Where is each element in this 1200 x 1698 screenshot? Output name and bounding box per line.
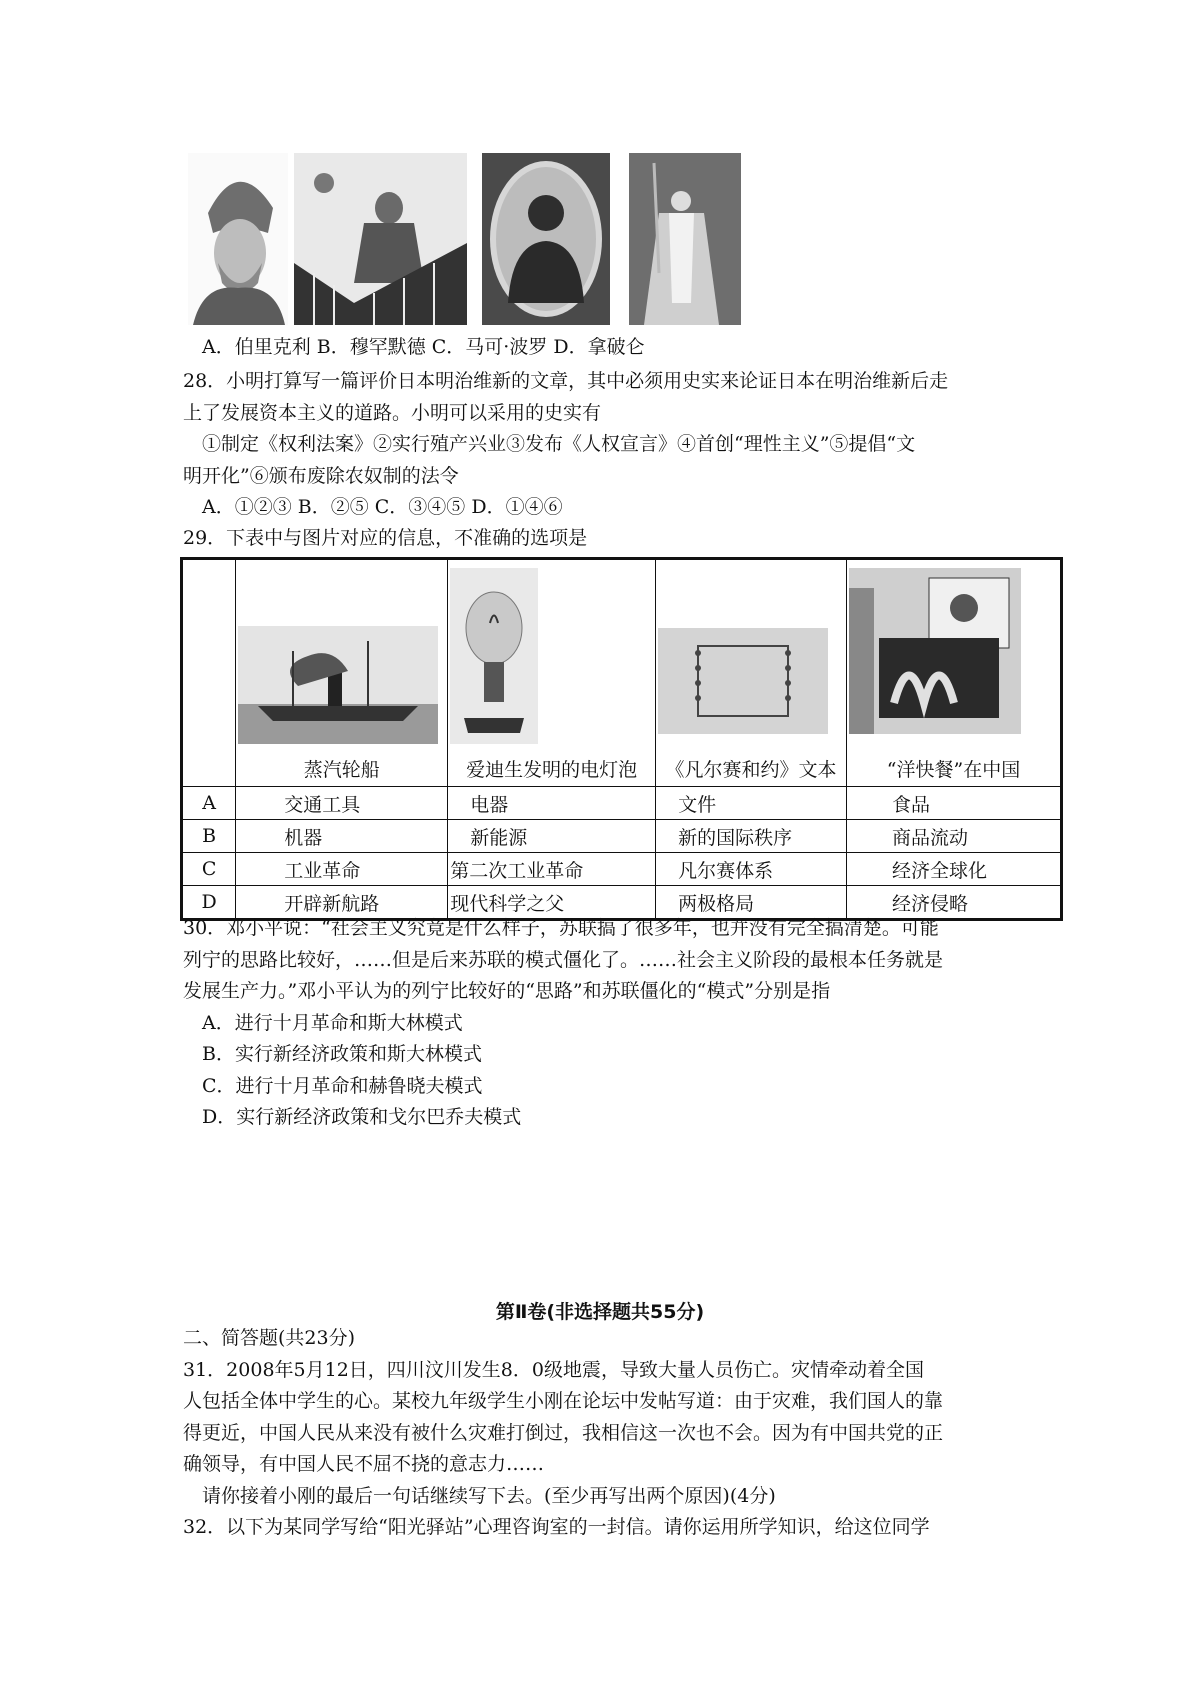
q30-stem-line2: 列宁的思路比较好，……但是后来苏联的模式僵化了。……社会主义阶段的最根本任务就是 — [183, 949, 944, 971]
q30-stem-line3: 发展生产力。”邓小平认为的列宁比较好的“思路”和苏联僵化的“模式”分别是指 — [183, 980, 831, 1002]
marco-polo-image — [482, 153, 610, 325]
q30-option-d: D．实行新经济政策和戈尔巴乔夫模式 — [202, 1106, 522, 1128]
table-cell: 交通工具 — [236, 787, 448, 820]
header-steamship-label: 蒸汽轮船 — [303, 759, 380, 781]
header-lightbulb-label: 爱迪生发明的电灯泡 — [466, 759, 638, 781]
q31-line5: 请你接着小刚的最后一句话继续写下去。(至少再写出两个原因)(4分) — [202, 1485, 776, 1507]
q30-option-c: C．进行十月革命和赫鲁晓夫模式 — [202, 1075, 483, 1097]
versailles-treaty-image — [658, 628, 828, 734]
header-lightbulb — [448, 559, 656, 787]
lightbulb-image — [450, 568, 538, 744]
part2-title: 第Ⅱ卷(非选择题共55分) — [495, 1301, 705, 1323]
table-row — [182, 853, 1062, 886]
q27-options: A．伯里克利 B．穆罕默德 C．马可·波罗 D．拿破仑 — [202, 336, 645, 358]
table-row — [182, 787, 1062, 820]
table-cell: 开辟新航路 — [236, 886, 448, 920]
row-label: C — [182, 853, 236, 886]
table-row — [182, 886, 1062, 920]
table-cell: 经济侵略 — [846, 886, 1061, 920]
header-fastfood-label: “洋快餐”在中国 — [886, 759, 1021, 781]
row-label: A — [182, 787, 236, 820]
table-cell: 新的国际秩序 — [656, 820, 847, 853]
napoleon-image — [629, 153, 741, 325]
q28-stem-line1: 28．小明打算写一篇评价日本明治维新的文章，其中必须用史实来论证日本在明治维新后走 — [183, 370, 949, 392]
q29-stem: 29．下表中与图片对应的信息，不准确的选项是 — [183, 527, 588, 549]
table-cell: 第二次工业革命 — [448, 853, 656, 886]
table-cell: 新能源 — [448, 820, 656, 853]
header-steamship — [236, 559, 448, 787]
q31-line1: 31．2008年5月12日，四川汶川发生8．0级地震，导致大量人员伤亡。灾情牵动着全国 — [183, 1359, 924, 1381]
q30-option-a: A．进行十月革命和斯大林模式 — [202, 1012, 463, 1034]
table-cell: 工业革命 — [236, 853, 448, 886]
table-cell: 食品 — [846, 787, 1061, 820]
q31-line4: 确领导，有中国人民不屈不挠的意志力…… — [183, 1453, 545, 1475]
table-header-row — [182, 559, 1062, 787]
header-versailles — [656, 559, 847, 787]
section-heading: 二、简答题(共23分) — [183, 1327, 356, 1349]
fastfood-image — [849, 568, 1021, 734]
q30-stem-line1: 30．邓小平说：“社会主义究竟是什么样子，苏联搞了很多年，也并没有完全搞清楚。可能 — [183, 917, 939, 939]
q32-line1: 32．以下为某同学写给“阳光驿站”心理咨询室的一封信。请你运用所学知识，给这位同学 — [183, 1516, 930, 1538]
table-cell: 现代科学之父 — [448, 886, 656, 920]
table-cell: 经济全球化 — [846, 853, 1061, 886]
q28-options: A．①②③ B．②⑤ C．③④⑤ D．①④⑥ — [202, 496, 563, 518]
q28-stem-line2: 上了发展资本主义的道路。小明可以采用的史实有 — [183, 402, 602, 424]
q31-line2: 人包括全体中学生的心。某校九年级学生小刚在论坛中发帖写道：由于灾难，我们国人的靠 — [183, 1390, 944, 1412]
table-corner-cell — [182, 559, 236, 787]
q29-table — [180, 557, 1063, 921]
q28-stem-line3: ①制定《权利法案》②实行殖产兴业③发布《人权宣言》④首创“理性主义”⑤提倡“文 — [202, 433, 916, 455]
table-cell: 商品流动 — [846, 820, 1061, 853]
row-label: D — [182, 886, 236, 920]
table-cell: 两极格局 — [656, 886, 847, 920]
q30-option-b: B．实行新经济政策和斯大林模式 — [202, 1043, 482, 1065]
q31-line3: 得更近，中国人民从来没有被什么灾难打倒过，我相信这一次也不会。因为有中国共党的正 — [183, 1422, 944, 1444]
pericles-image — [188, 153, 288, 325]
row-label: B — [182, 820, 236, 853]
q28-stem-line4: 明开化”⑥颁布废除农奴制的法令 — [183, 465, 459, 487]
table-cell: 电器 — [448, 787, 656, 820]
header-fastfood — [846, 559, 1061, 787]
table-cell: 文件 — [656, 787, 847, 820]
table-row — [182, 820, 1062, 853]
table-cell: 机器 — [236, 820, 448, 853]
header-versailles-label: 《凡尔赛和约》文本 — [665, 759, 837, 781]
table-cell: 凡尔赛体系 — [656, 853, 847, 886]
steamship-image — [238, 626, 438, 744]
muhammad-image — [294, 153, 467, 325]
